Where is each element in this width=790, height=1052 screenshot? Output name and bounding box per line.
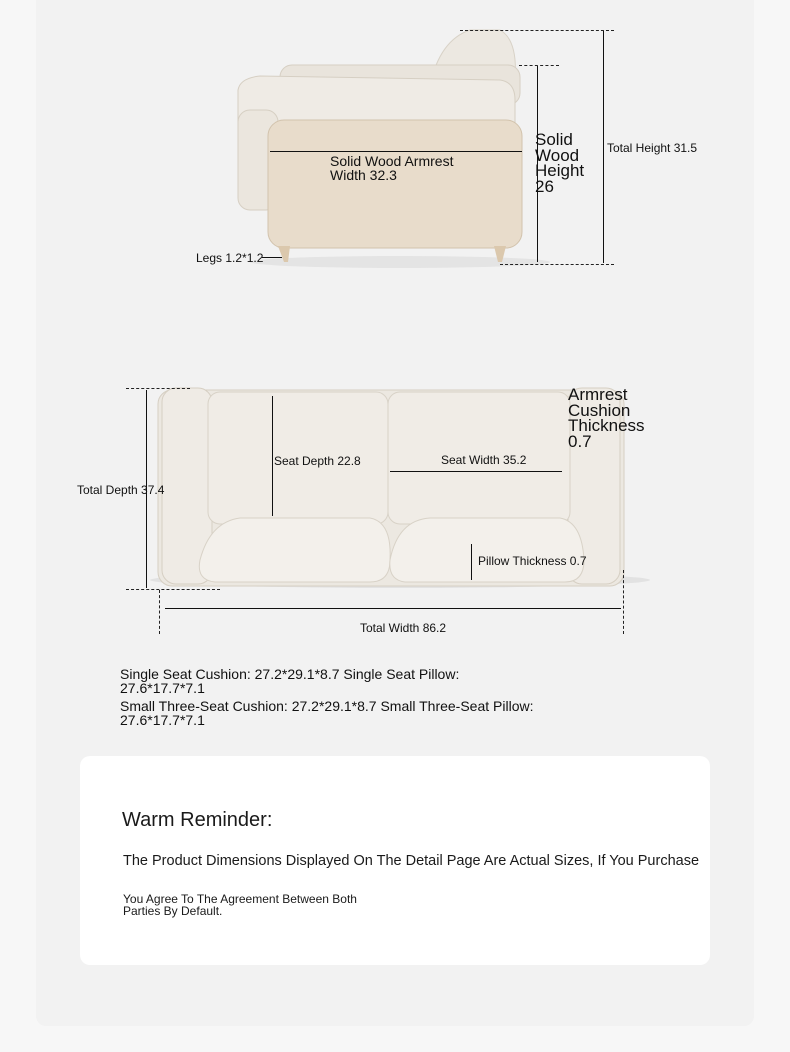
total-width-guide-left (159, 590, 160, 634)
total-width-label: Total Width 86.2 (360, 621, 447, 635)
wood-height-label: Solid Wood Height 26 (535, 130, 585, 196)
total-depth-guide-bottom (126, 589, 220, 590)
reminder-text-main: The Product Dimensions Displayed On The Detail Page Are Actual Sizes, If You Purchase (123, 853, 700, 869)
reminder-text-agreement: You Agree To The Agreement Between Both Parties By Default. (123, 892, 357, 918)
total-height-label: Total Height 31.5 (607, 141, 698, 155)
armrest-cushion-label: Armrest Cushion Thickness 0.7 (568, 385, 645, 451)
armrest-width-label: Solid Wood Armrest Width 32.3 (330, 153, 454, 183)
seat-depth-label: Seat Depth 22.8 (274, 454, 361, 468)
seat-width-line (390, 471, 562, 472)
reminder-title: Warm Reminder: (122, 809, 273, 831)
spec-line-three: Small Three-Seat Cushion: 27.2*29.1*8.7 Small Three-Seat Pillow: 27.6*17.7*7.1 (120, 698, 534, 728)
total-width-guide-right (623, 570, 624, 634)
total-width-line (165, 608, 621, 609)
pillow-thickness-line (471, 544, 472, 580)
total-depth-label: Total Depth 37.4 (77, 483, 165, 497)
pillow-thickness-label: Pillow Thickness 0.7 (478, 554, 587, 568)
seat-width-label: Seat Width 35.2 (441, 453, 527, 467)
total-depth-guide-top (126, 388, 190, 389)
legs-label: Legs 1.2*1.2 (196, 251, 264, 265)
spec-line-single: Single Seat Cushion: 27.2*29.1*8.7 Single Seat Pillow: 27.6*17.7*7.1 (120, 666, 460, 696)
seat-depth-line (272, 396, 273, 516)
reminder-card (80, 756, 710, 965)
